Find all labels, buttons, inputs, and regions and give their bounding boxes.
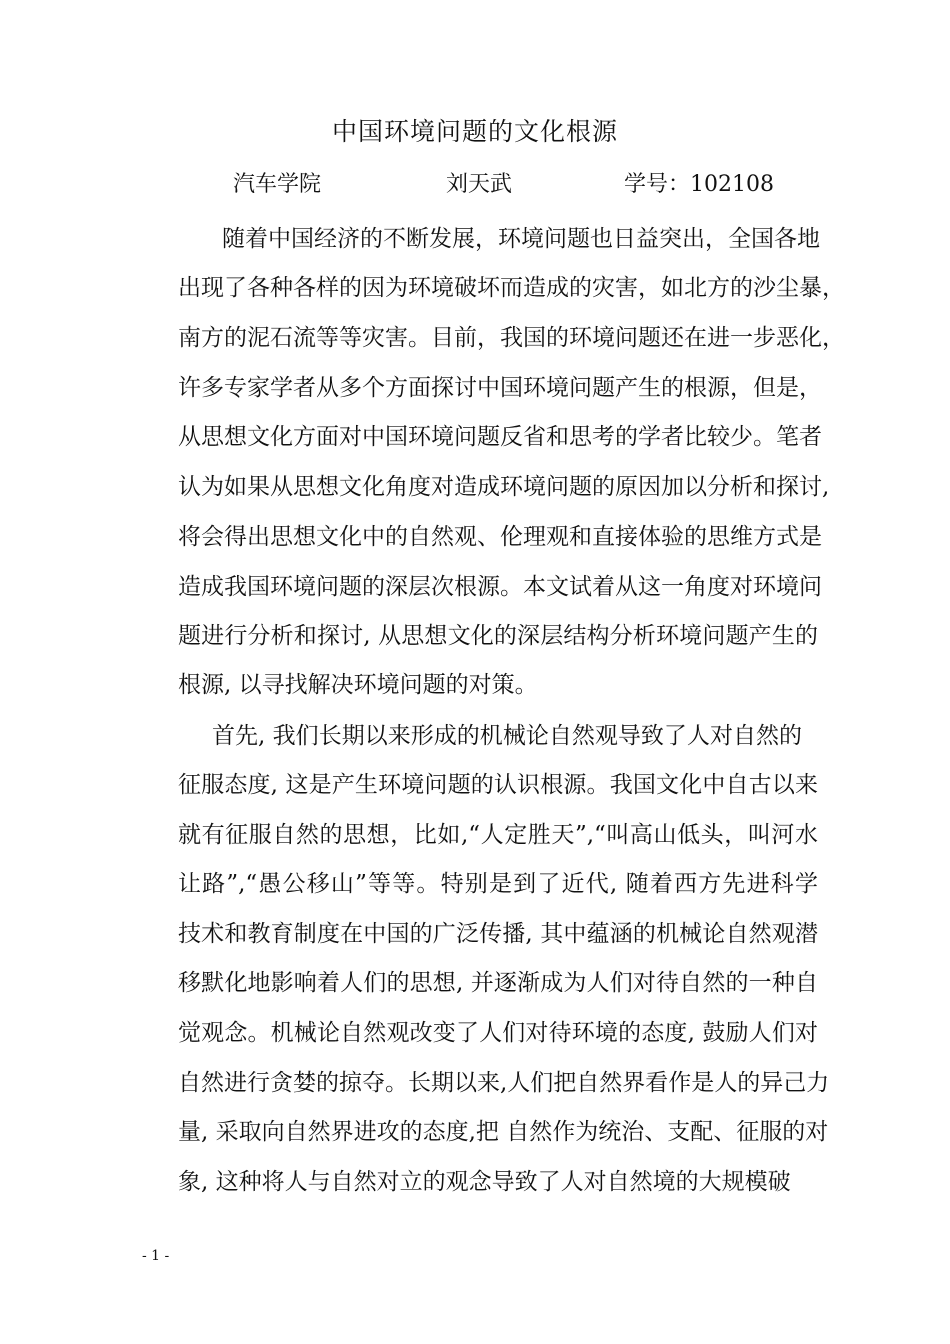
byline-student-id: 学号：102108: [624, 172, 774, 197]
paragraph-1-line-4: 许多专家学者从多个方面探讨中国环境问题产生的根源，但是，: [178, 375, 822, 401]
paragraph-1-line-6: 认为如果从思想文化角度对造成环境问题的原因加以分析和探讨,: [178, 474, 830, 500]
paragraph-2-line-9: 量, 采取向自然界进攻的态度,把 自然作为统治、支配、征服的对: [178, 1119, 829, 1145]
paragraph-2-line-4: 让路”,“愚公移山”等等。特别是到了近代, 随着西方先进科学: [178, 871, 818, 897]
paragraph-2-line-3: 就有征服自然的思想，比如,“人定胜天”,“叫高山低头，叫河水: [178, 822, 818, 848]
paragraph-2-line-6: 移默化地影响着人们的思想, 并逐渐成为人们对待自然的一种自: [178, 970, 818, 996]
paragraph-1-line-3: 南方的泥石流等等灾害。目前，我国的环境问题还在进一步恶化，: [178, 325, 845, 351]
paragraph-1-line-1: 随着中国经济的不断发展，环境问题也日益突出，全国各地: [222, 226, 820, 252]
paragraph-2-line-7: 觉观念。机械论自然观改变了人们对待环境的态度, 鼓励人们对: [178, 1020, 818, 1046]
byline-school: 汽车学院: [233, 172, 322, 197]
paragraph-2-line-1: 首先, 我们长期以来形成的机械论自然观导致了人对自然的: [212, 723, 802, 749]
paragraph-2-line-8: 自然进行贪婪的掠夺。长期以来,人们把自然界看作是人的异己力: [178, 1070, 830, 1096]
paragraph-1-line-10: 根源, 以寻找解决环境问题的对策。: [178, 672, 538, 698]
paragraph-2-line-5: 技术和教育制度在中国的广泛传播, 其中蕴涵的机械论自然观潜: [178, 921, 818, 947]
paragraph-1-line-7: 将会得出思想文化中的自然观、伦理观和直接体验的思维方式是: [178, 524, 822, 550]
paragraph-1-line-5: 从思想文化方面对中国环境问题反省和思考的学者比较少。笔者: [178, 424, 822, 450]
paragraph-1-line-8: 造成我国环境问题的深层次根源。本文试着从这一角度对环境问: [178, 574, 822, 600]
paragraph-1-line-2: 出现了各种各样的因为环境破坏而造成的灾害，如北方的沙尘暴，: [178, 275, 845, 301]
paragraph-2-line-10: 象, 这种将人与自然对立的观念导致了人对自然境的大规模破: [178, 1169, 791, 1195]
paragraph-2-line-2: 征服态度, 这是产生环境问题的认识根源。我国文化中自古以来: [178, 772, 818, 798]
document-title: 中国环境问题的文化根源: [331, 117, 618, 146]
paragraph-1-line-9: 题进行分析和探讨, 从思想文化的深层结构分析环境问题产生的: [178, 623, 818, 649]
page-number: - 1 -: [142, 1248, 170, 1264]
byline-author: 刘天武: [446, 172, 513, 197]
